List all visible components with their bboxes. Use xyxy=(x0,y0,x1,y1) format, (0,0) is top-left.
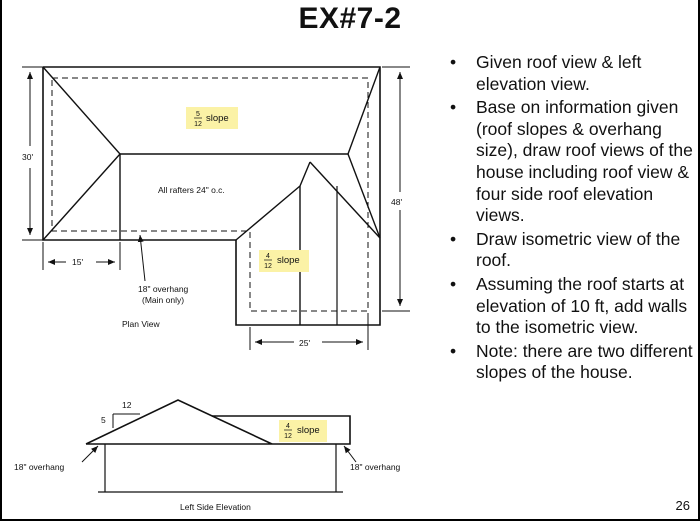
elevation-run-label: 12 xyxy=(122,400,132,410)
plan-wing-valley xyxy=(300,162,310,186)
plan-hip-top-right xyxy=(348,67,380,154)
elevation-overhang-leader-right xyxy=(344,446,356,462)
plan-roof-outline xyxy=(43,67,380,325)
elevation-overhang-left: 18" overhang xyxy=(14,462,65,472)
plan-dim-15: 15' xyxy=(72,257,84,267)
elevation-overhang-right: 18" overhang xyxy=(350,462,401,472)
plan-dim-25: 25' xyxy=(299,338,311,348)
bullet-glyph: • xyxy=(450,228,457,249)
instruction-text: Draw isometric view of the roof. xyxy=(476,228,681,271)
instructions-list xyxy=(446,52,696,386)
instruction-item xyxy=(446,52,696,95)
plan-valley-right xyxy=(348,154,380,238)
plan-dim-48: 48' xyxy=(391,197,403,207)
plan-dim-30: 30' xyxy=(22,152,34,162)
bullet-glyph: • xyxy=(450,273,457,294)
page-number: 26 xyxy=(675,498,690,513)
plan-overhang-line2: (Main only) xyxy=(142,295,185,305)
plan-slope-bottom-num: 4 xyxy=(266,253,270,260)
instruction-text: Base on information given (roof slopes & overhang size), draw roof views of the house including roof view & four side roof elevation views. xyxy=(476,97,693,226)
instruction-text: Assuming the roof starts at elevation of 10 ft, add walls to the isometric view. xyxy=(476,273,688,338)
bullet-glyph: • xyxy=(450,52,457,72)
plan-hip-bottom-left xyxy=(43,154,120,240)
instruction-item xyxy=(446,341,696,384)
plan-wing-hip-right xyxy=(310,162,380,238)
plan-caption: Plan View xyxy=(122,319,160,329)
elevation-slope-word: slope xyxy=(297,425,320,436)
instruction-item xyxy=(446,274,696,339)
plan-overhang-line1: 18" overhang xyxy=(138,284,189,294)
instruction-text: Given roof view & left elevation view. xyxy=(476,52,642,94)
plan-slope-bottom-word: slope xyxy=(277,255,300,266)
bullet-glyph: • xyxy=(450,97,457,118)
elevation-rise-label: 5 xyxy=(101,415,106,425)
plan-valley-left xyxy=(236,186,300,240)
plan-slope-bottom-den: 12 xyxy=(264,263,272,270)
plan-slope-top-den: 12 xyxy=(194,121,202,128)
overhang-leader xyxy=(140,235,145,281)
plan-hip-top-left xyxy=(43,67,120,154)
elevation-slope-num: 4 xyxy=(286,423,290,430)
bullet-glyph: • xyxy=(450,340,457,361)
exercise-title: EX#7-2 xyxy=(298,2,402,35)
elevation-main-roof xyxy=(86,400,272,444)
instruction-text: Note: there are two different slopes of the house. xyxy=(476,340,693,383)
elevation-slope-den: 12 xyxy=(284,433,292,440)
plan-rafters-label: All rafters 24" o.c. xyxy=(158,185,225,195)
plan-slope-top-word: slope xyxy=(206,113,229,124)
elevation-overhang-leader-left xyxy=(82,446,98,462)
plan-slope-top-num: 5 xyxy=(196,111,200,118)
instruction-item xyxy=(446,97,696,227)
elevation-view xyxy=(82,400,356,492)
instruction-item xyxy=(446,229,696,272)
elevation-caption: Left Side Elevation xyxy=(180,502,251,512)
